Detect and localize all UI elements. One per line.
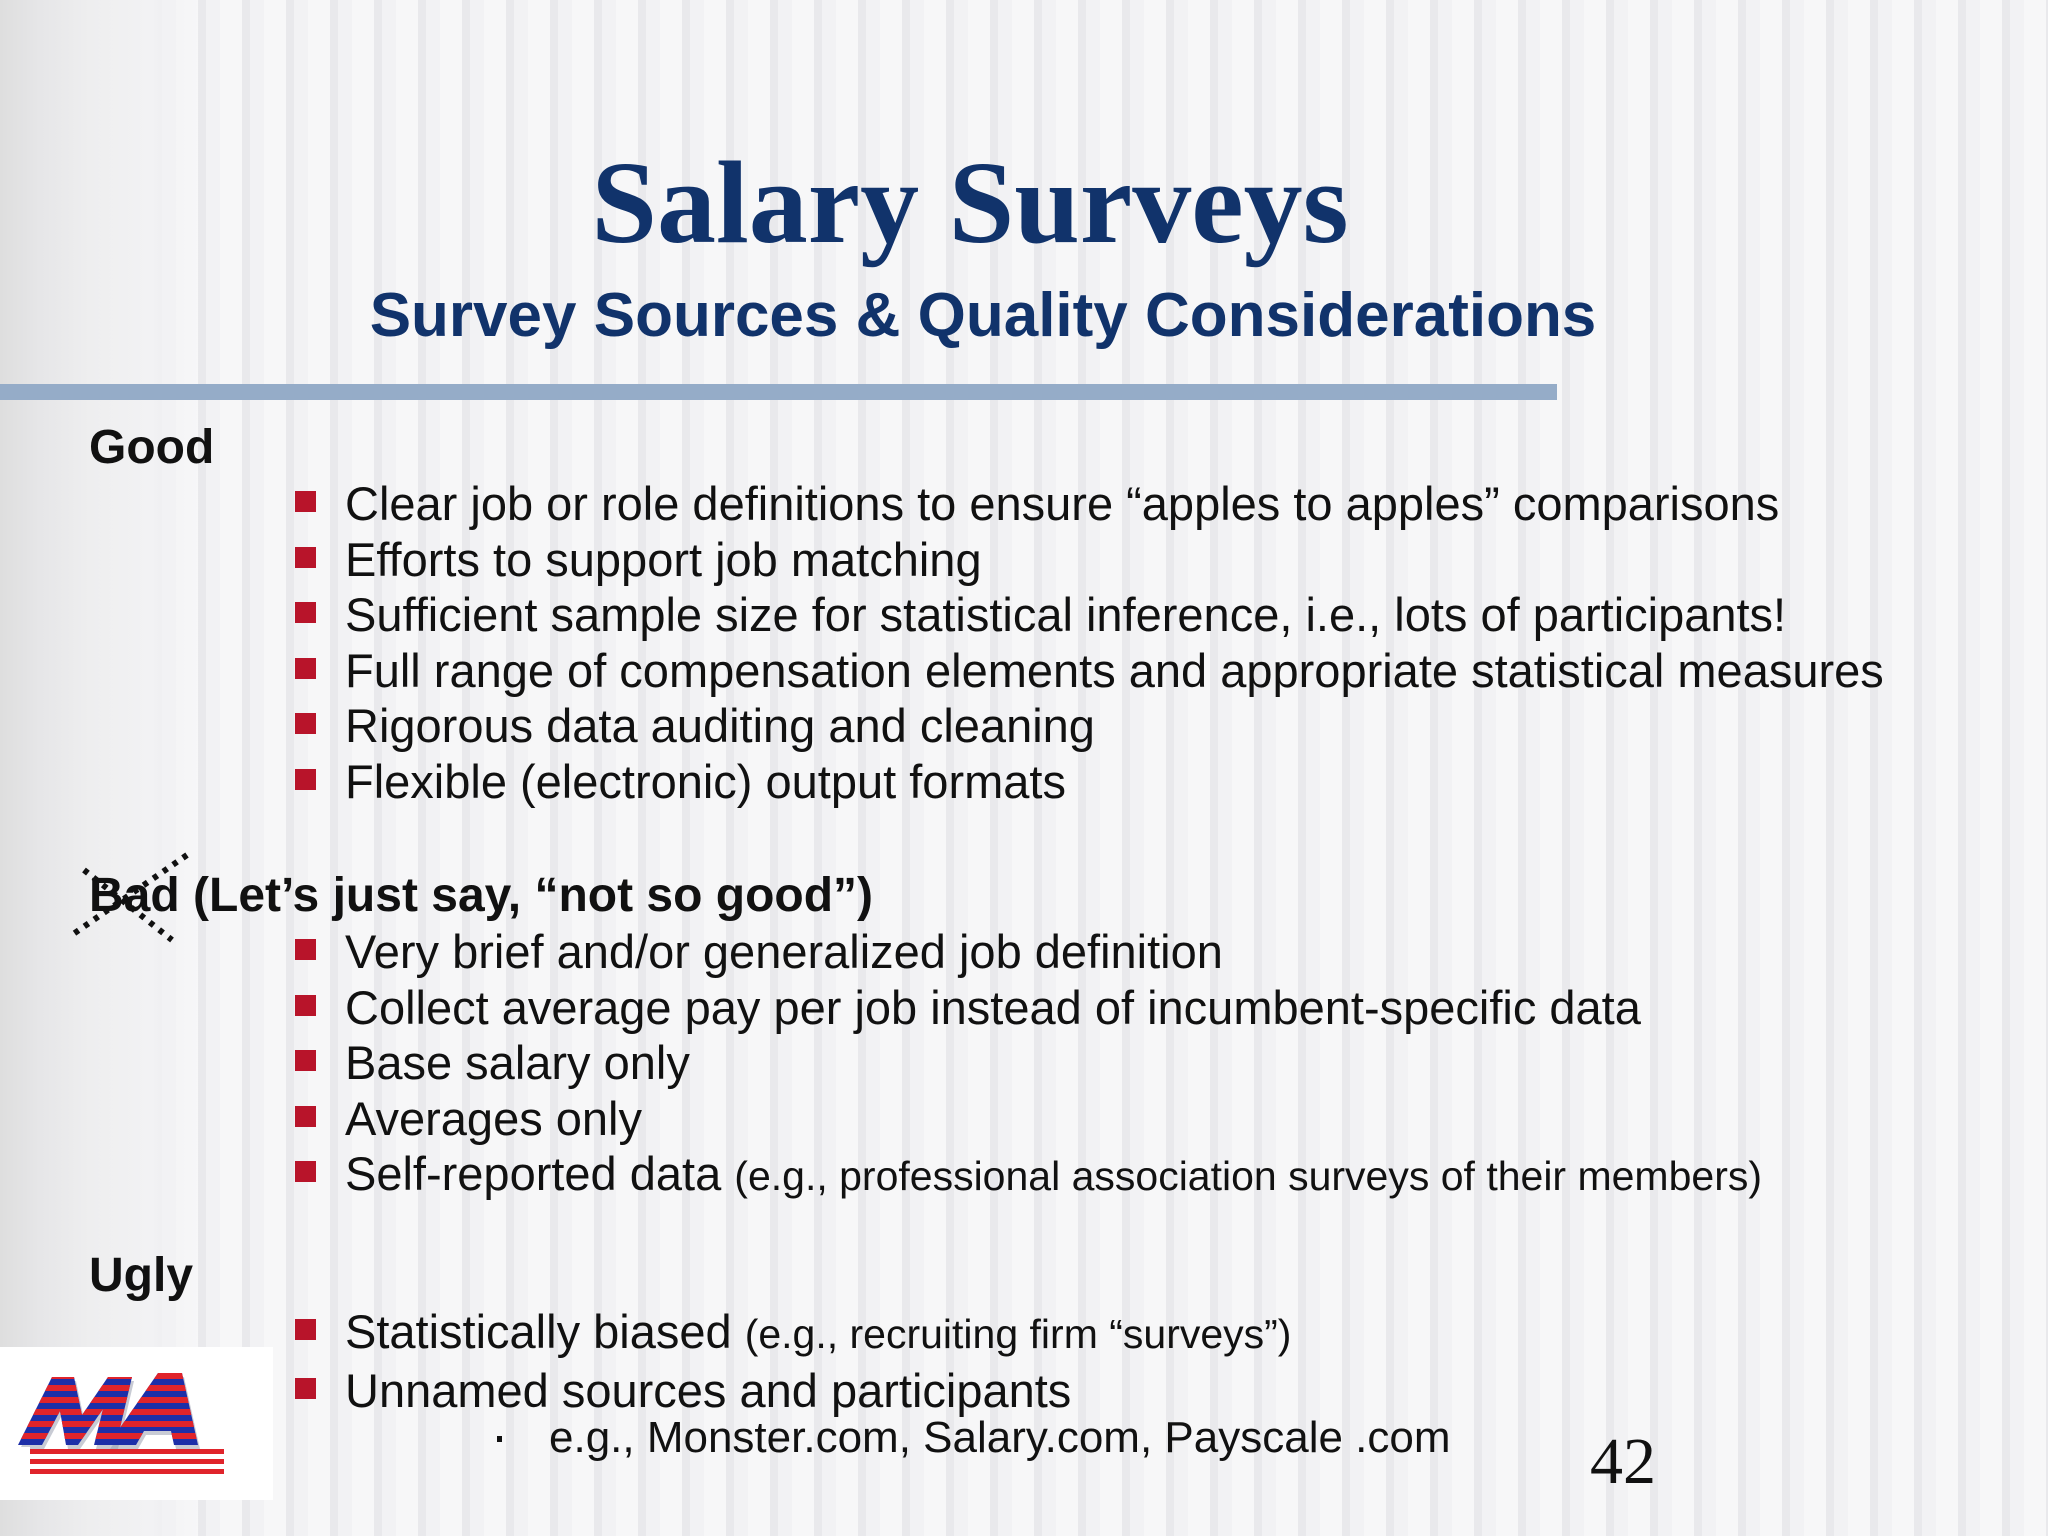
list-item: Flexible (electronic) output formats <box>295 754 1884 810</box>
ugly-heading: Ugly <box>89 1249 194 1302</box>
dotted-x-icon <box>64 850 194 945</box>
list-item: Averages only <box>295 1091 1762 1147</box>
square-bullet-icon <box>295 713 316 734</box>
good-heading: Good <box>89 421 215 474</box>
list-item: Rigorous data auditing and cleaning <box>295 698 1884 754</box>
square-bullet-icon <box>295 1319 316 1340</box>
square-bullet-icon <box>295 995 316 1016</box>
page-number: 42 <box>1590 1425 1656 1498</box>
square-bullet-icon <box>295 491 316 512</box>
list-item: Base salary only <box>295 1035 1762 1091</box>
list-item: Efforts to support job matching <box>295 532 1884 588</box>
slide-subtitle: Survey Sources & Quality Considerations <box>369 281 1597 350</box>
square-bullet-icon <box>295 1378 316 1399</box>
square-bullet-icon <box>295 1050 316 1071</box>
square-bullet-icon <box>295 547 316 568</box>
dot-bullet-icon <box>497 1436 502 1442</box>
list-item: Full range of compensation elements and appropriate statistical measures <box>295 643 1884 699</box>
square-bullet-icon <box>295 1106 316 1127</box>
list-item: Statistically biased (e.g., recruiting firm “surveys”) <box>295 1304 1291 1363</box>
list-item: Self-reported data (e.g., professional association surveys of their members) <box>295 1146 1762 1205</box>
bad-heading: Bad (Let’s just say, “not so good”) <box>89 869 874 922</box>
list-item: Clear job or role definitions to ensure “apples to apples” comparisons <box>295 476 1884 532</box>
square-bullet-icon <box>295 602 316 623</box>
item-note: (e.g., professional association surveys of their members) <box>734 1153 1762 1199</box>
list-item: Sufficient sample size for statistical inference, i.e., lots of participants! <box>295 587 1884 643</box>
item-note: (e.g., recruiting firm “surveys”) <box>744 1311 1292 1357</box>
logo-panel <box>0 1347 273 1500</box>
ma-logo-icon <box>12 1367 240 1479</box>
square-bullet-icon <box>295 939 316 960</box>
ugly-list <box>295 1304 1291 1418</box>
slide: Salary Surveys Survey Sources & Quality Considerations Good Clear job or role definitions to ensure “apples to apples” comparisons Efforts to support job matching Sufficient sample size for statistical inference, i.e., lots of participants! Full range of compensation elements and appropriate statistical measures Rigorous data auditing and cleaning Flexible (electronic) output formats Bad (Let’s just say, “not so good”) Very brief and/or generalized job definition Collect average pay per job instead of incumbent-specific data Base salary only Averages only Self-reported data (e.g., professional association surveys of their members) Ugly Statistically biased (e.g., recruiting firm “surveys”) Unnamed sources and participants e.g., Monster.com, Salary.com, Payscale .com 42 <box>0 0 2048 1536</box>
square-bullet-icon <box>295 1161 316 1182</box>
square-bullet-icon <box>295 769 316 790</box>
bad-list <box>295 924 1762 1205</box>
list-item: Collect average pay per job instead of incumbent-specific data <box>295 980 1762 1036</box>
title-divider <box>0 384 1557 400</box>
good-list <box>295 476 1884 809</box>
list-item: Unnamed sources and participants <box>295 1363 1291 1419</box>
slide-title: Salary Surveys <box>591 137 1349 268</box>
list-item: Very brief and/or generalized job definition <box>295 924 1762 980</box>
square-bullet-icon <box>295 658 316 679</box>
